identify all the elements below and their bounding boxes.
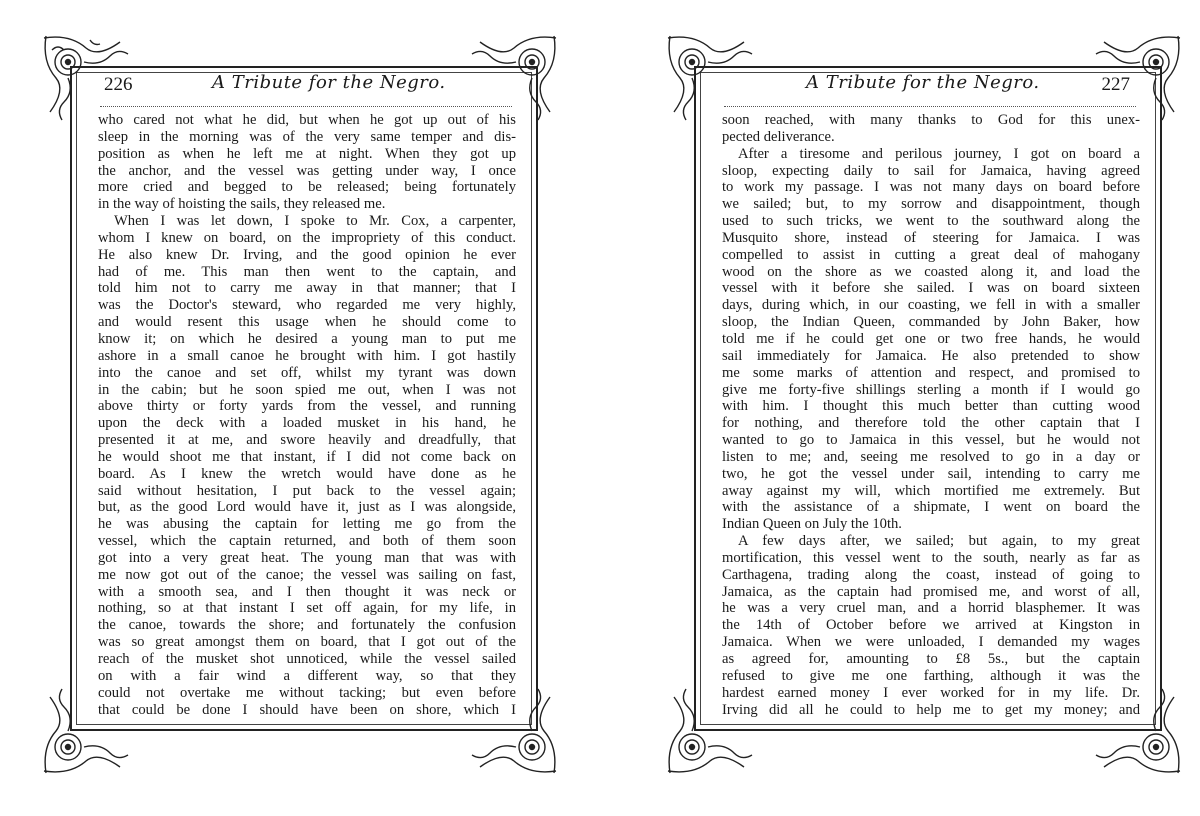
- text-line: said without hesitation, I put back to the vessel again;: [98, 482, 516, 499]
- running-title: A Tribute for the Negro.: [806, 72, 1040, 93]
- page-number: 227: [1101, 74, 1130, 95]
- text-line: with him. I thought this much better than cutting wood: [722, 398, 1140, 415]
- text-line: reach of the musket shot unnoticed, while the vessel sailed: [98, 651, 516, 667]
- text-line: sloop, the Indian Queen, commanded by John Baker, how: [722, 314, 1140, 331]
- text-line: upon the deck with a loaded musket in his hand, he: [98, 415, 516, 432]
- text-line: he was abusing the captain for letting me go from the: [98, 516, 516, 533]
- text-line: he was a very cruel man, and a horrid blasphemer. It was: [722, 600, 1140, 617]
- text-line: presented it at me, and swore heavily and dreadfully, that: [98, 432, 516, 449]
- left-page: [40, 32, 560, 777]
- text-line: two, he got the vessel under sail, intending to carry me: [722, 465, 1140, 482]
- page-header: [726, 70, 1134, 104]
- text-line: Musquito shore, instead of steering for Jamaica. I was: [722, 229, 1140, 246]
- text-line: we sailed; but, to my sorrow and disappointment, though: [722, 196, 1140, 213]
- text-line: listen to me; and, seeing me resolved to go in a day or: [722, 448, 1140, 465]
- text-line: He also knew Dr. Irving, and the good opinion he ever: [98, 246, 516, 263]
- text-line: Indian Queen on July the 10th.: [722, 516, 902, 533]
- text-line: board. As I knew the wretch would have done as he: [98, 465, 516, 482]
- text-line: refused to give me one farthing, although it was the: [722, 667, 1140, 684]
- text-line: days, during which, in our coasting, we fell in with a smaller: [722, 297, 1140, 314]
- text-line: to work my passage. I was not many days on board before: [722, 179, 1140, 196]
- text-line: away against my will, which mortified me extremely. But: [722, 482, 1140, 499]
- text-line: pected deliverance.: [722, 128, 835, 145]
- text-line: Jamaica. When we were unloaded, I demanded my wages: [722, 634, 1140, 651]
- text-line: who cared not what he did, but when he got up out of his: [98, 112, 516, 128]
- text-line: nothing, so at that instant I set off again, for my life, in: [98, 600, 516, 617]
- text-line: in the cabin; but he soon spied me out, when I was not: [98, 381, 516, 398]
- running-title: A Tribute for the Negro.: [212, 72, 446, 93]
- body-text: [98, 112, 516, 718]
- text-line: sleep in the morning was of the very same temper and dis-: [98, 128, 516, 145]
- text-line: that could be done I should have been on shore, which I: [98, 701, 516, 718]
- text-line: ashore in a small canoe he brought with him. I got hastily: [98, 347, 516, 364]
- text-line: position as when he left me at night. When they got up: [98, 145, 516, 162]
- text-line: vessel with it before she sailed. I was on board sixteen: [722, 280, 1140, 297]
- text-line: sail immediately for Jamaica. He also pretended to show: [722, 347, 1140, 364]
- text-line: Carthagena, trading along the coast, instead of going to: [722, 566, 1140, 583]
- text-line: was so great amongst them on board, that I got out of the: [98, 634, 516, 651]
- text-line: above thirty or forty yards from the vessel, and running: [98, 398, 516, 415]
- text-line: in the way of hoisting the sails, they released me.: [98, 196, 386, 213]
- header-rule: [100, 106, 512, 107]
- text-line: know it; on which he desired a young man to put me: [98, 330, 516, 347]
- text-line: with the assistance of a shipmate, I went on board the: [722, 499, 1140, 516]
- text-line: A few days after, we sailed; but again, to my great: [738, 533, 1140, 550]
- text-line: wood on the shore as we coasted along it, and load the: [722, 263, 1140, 280]
- header-rule: [724, 106, 1136, 107]
- page-number: 226: [104, 74, 133, 95]
- text-line: was the Doctor's steward, who regarded me very highly,: [98, 297, 516, 314]
- text-line: had of me. This man then went to the captain, and: [98, 263, 516, 280]
- text-line: for nothing, and therefore told the other captain that I: [722, 415, 1140, 432]
- text-line: give me forty-five shillings sterling a month if I would go: [722, 381, 1140, 398]
- text-line: he would shoot me that instant, if I did not come back on: [98, 448, 516, 465]
- text-line: told him not to carry me away in that manner; that I: [98, 280, 516, 297]
- text-line: wanted to go to Jamaica in this vessel, but he would not: [722, 432, 1140, 449]
- text-line: vessel, which the captain returned, and both of them soon: [98, 533, 516, 550]
- text-line: got into a very great heat. The young man that was with: [98, 549, 516, 566]
- page-header: [102, 70, 510, 104]
- text-line: on with a fair wind a different way, so that they: [98, 667, 516, 684]
- text-line: could not overtake me without tacking; but even before: [98, 684, 516, 701]
- text-line: compelled to assist in cutting a great deal of mahogany: [722, 246, 1140, 263]
- text-line: the canoe, towards the shore; and fortunately the confusion: [98, 617, 516, 634]
- text-line: and would resent this usage when he should come to: [98, 314, 516, 331]
- text-line: into the canoe and set off, whilst my tyrant was down: [98, 364, 516, 381]
- text-line: used to such tricks, we went to the southward along the: [722, 213, 1140, 230]
- text-line: with a smooth sea, and I then thought it was neck or: [98, 583, 516, 600]
- text-line: Jamaica, as the captain had promised me, and worst of all,: [722, 583, 1140, 600]
- text-line: After a tiresome and perilous journey, I got on board a: [738, 145, 1140, 162]
- text-line: me now got out of the canoe; the vessel was sailing on fast,: [98, 566, 516, 583]
- text-line: more cried and begged to be released; being fortunately: [98, 179, 516, 196]
- text-line: sloop, expecting daily to sail for Jamaica, having agreed: [722, 162, 1140, 179]
- text-line: hardest earned money I ever worked for in my life. Dr.: [722, 684, 1140, 701]
- text-line: the anchor, and the vessel was getting under way, I once: [98, 162, 516, 179]
- text-line: Irving did all he could to help me to get my money; and: [722, 701, 1140, 718]
- text-line: but, as the good Lord would have it, just as I was alongside,: [98, 499, 516, 516]
- text-line: as agreed for, amounting to £8 5s., but the captain: [722, 651, 1140, 667]
- text-line: soon reached, with many thanks to God for this unex-: [722, 112, 1140, 128]
- text-line: the 14th of October before we arrived at Kingston in: [722, 617, 1140, 634]
- text-line: told me if he could get one or two free hands, he would: [722, 330, 1140, 347]
- text-line: When I was let down, I spoke to Mr. Cox, a carpenter,: [114, 213, 516, 230]
- text-line: me some marks of attention and respect, and promised to: [722, 364, 1140, 381]
- text-line: whom I knew on board, on the impropriety of this conduct.: [98, 229, 516, 246]
- body-text: [722, 112, 1140, 718]
- right-page: [664, 32, 1184, 777]
- text-line: mortification, this vessel went to the south, nearly as far as: [722, 549, 1140, 566]
